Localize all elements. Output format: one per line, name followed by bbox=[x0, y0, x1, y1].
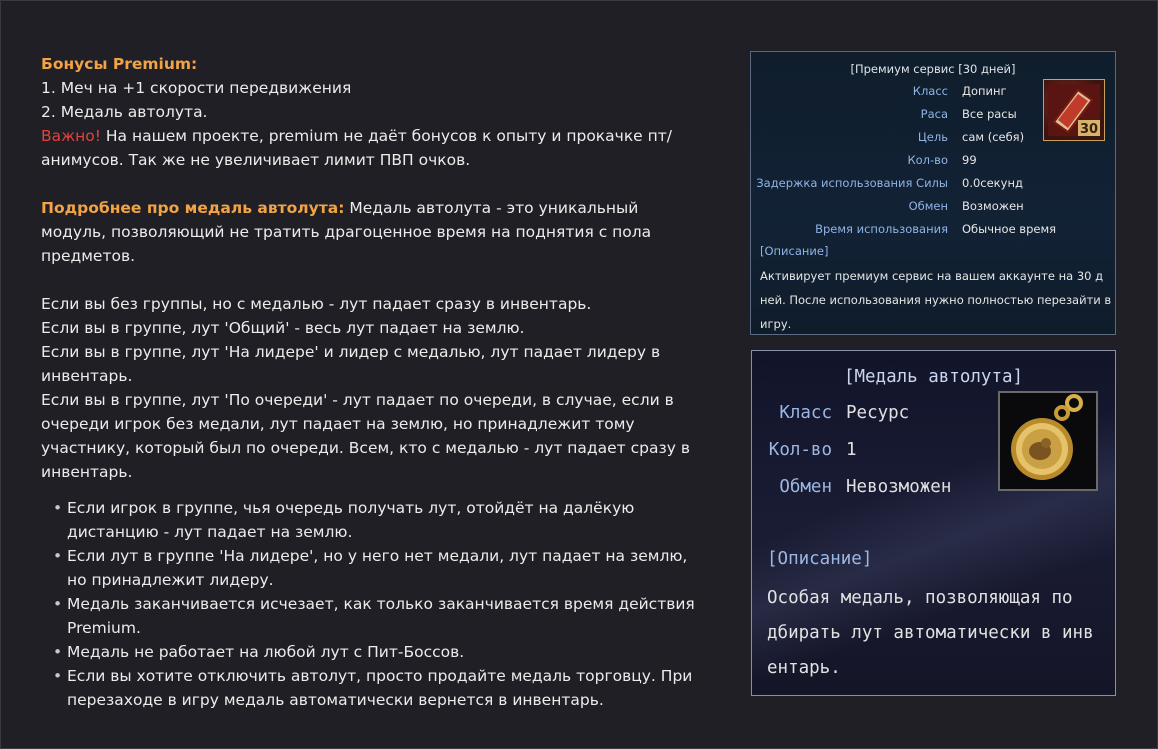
row-value: Все расы bbox=[962, 107, 1017, 121]
row-value: 99 bbox=[962, 153, 977, 167]
important-label: Важно! bbox=[41, 127, 101, 145]
row-value: 0.0секунд bbox=[962, 176, 1023, 190]
row-key: Время использования bbox=[815, 222, 948, 236]
tooltip-title: [Премиум сервис [30 дней] bbox=[850, 62, 1016, 76]
bullet-icon: • bbox=[53, 667, 63, 685]
medal-item-tooltip bbox=[751, 350, 1116, 696]
bullet-icon: • bbox=[53, 643, 63, 661]
description-text: Активирует премиум сервис на вашем аккаунте на 30 д ней. После использования нужно полностью перезайти в игру. bbox=[760, 269, 1112, 331]
rule-line: Если вы без группы, но с медалью - лут падает сразу в инвентарь. bbox=[41, 295, 592, 313]
row-value: Ресурс bbox=[846, 403, 910, 423]
list-item bbox=[53, 640, 701, 664]
description-text: Особая медаль, позволяющая по дбирать лут автоматически в инв ентарь. bbox=[767, 588, 1094, 678]
bonus-heading: Бонусы Premium: bbox=[41, 55, 198, 73]
rule-line: Если вы в группе, лут 'Общий' - весь лут падает на землю. bbox=[41, 319, 525, 337]
row-key: Обмен bbox=[779, 477, 832, 497]
rule-line: Если вы в группе, лут 'По очереди' - лут падает по очереди, в случае, если в очереди игрок без медали, лут падает на землю, но принадлежит тому участнику, который был по очереди. Всем, кто с медалью - лут падает сразу в инвентарь. bbox=[41, 391, 690, 481]
row-key: Класс bbox=[779, 403, 832, 423]
list-item bbox=[53, 544, 701, 592]
bonus-item-2: 2. Медаль автолута. bbox=[41, 103, 208, 121]
bullet-icon: • bbox=[53, 547, 63, 565]
row-value: Обычное время bbox=[962, 222, 1057, 236]
row-value: Возможен bbox=[962, 199, 1024, 213]
bullet-icon: • bbox=[53, 595, 63, 613]
medal-heading: Подробнее про медаль автолута: bbox=[41, 199, 345, 217]
description-heading: [Описание] bbox=[760, 244, 829, 258]
list-item bbox=[53, 592, 701, 640]
tooltip-row bbox=[751, 176, 1111, 196]
row-value: 1 bbox=[846, 440, 857, 460]
row-key: Задержка использования Силы bbox=[756, 176, 948, 190]
row-key: Класс bbox=[912, 84, 948, 98]
row-key: Кол-во bbox=[768, 440, 832, 460]
list-item bbox=[53, 496, 701, 544]
list-item-text: Если вы хотите отключить автолут, просто продайте медаль торговцу. При перезаходе в игру медаль автоматически вернется в инвентарь. bbox=[67, 667, 693, 709]
tooltip-title: [Медаль автолута] bbox=[843, 367, 1024, 387]
list-item-text: Медаль заканчивается исчезает, как только заканчивается время действия Premium. bbox=[67, 595, 695, 637]
medal-text: Медаль автолута - это уникальный модуль, позволяющий не тратить драгоценное время на поднятия с пола предметов. bbox=[41, 199, 652, 265]
list-item-text: Если игрок в группе, чья очередь получать лут, отойдёт на далёкую дистанцию - лут падает на землю. bbox=[67, 499, 635, 541]
list-item bbox=[53, 664, 701, 712]
row-value: сам (себя) bbox=[962, 130, 1025, 144]
bullet-icon: • bbox=[53, 499, 63, 517]
row-value: Невозможен bbox=[846, 477, 952, 497]
tooltip-row bbox=[751, 222, 1111, 242]
rule-line: Если вы в группе, лут 'На лидере' и лидер с медалью, лут падает лидеру в инвентарь. bbox=[41, 343, 661, 385]
icon-badge: 30 bbox=[1079, 122, 1099, 137]
gold-medal-icon bbox=[998, 391, 1098, 491]
premium-item-tooltip bbox=[750, 51, 1116, 335]
premium-info-text bbox=[41, 52, 701, 712]
list-item-text: Медаль не работает на любой лут с Пит-Боссов. bbox=[67, 643, 465, 661]
tooltip-row bbox=[752, 403, 1012, 429]
premium-ticket-icon bbox=[1043, 79, 1105, 141]
tooltip-row bbox=[751, 153, 1111, 173]
tooltip-row bbox=[752, 477, 1012, 503]
row-key: Обмен bbox=[908, 199, 948, 213]
description-heading: [Описание] bbox=[767, 549, 873, 569]
row-value: Допинг bbox=[962, 84, 1007, 98]
row-key: Цель bbox=[917, 130, 948, 144]
important-note bbox=[41, 124, 701, 172]
medal-description bbox=[41, 196, 701, 268]
row-key: Раса bbox=[920, 107, 948, 121]
bonus-item-1: 1. Меч на +1 скорости передвижения bbox=[41, 79, 352, 97]
list-item-text: Если лут в группе 'На лидере', но у него нет медали, лут падает на землю, но принадлежит лидеру. bbox=[67, 547, 688, 589]
tooltip-row bbox=[751, 199, 1111, 219]
important-text: На нашем проекте, premium не даёт бонусов к опыту и прокачке пт/ анимусов. Так же не увеличивает лимит ПВП очков. bbox=[41, 127, 673, 169]
tooltip-row bbox=[752, 440, 1012, 466]
row-key: Кол-во bbox=[907, 153, 948, 167]
notes-list bbox=[41, 496, 701, 712]
